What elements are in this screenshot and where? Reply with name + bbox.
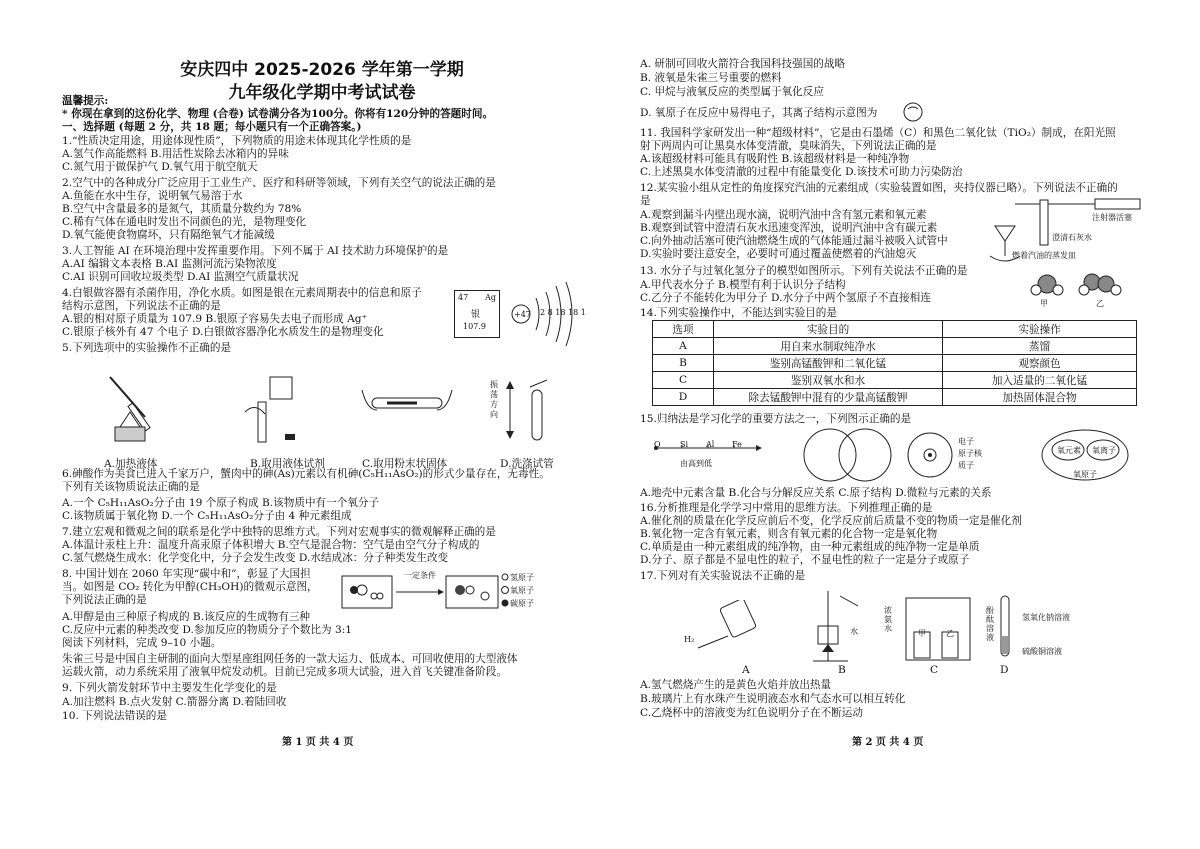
question-line: A.加注燃料 B.点火发射 C.箭器分离 D.着陆回收 (62, 696, 287, 708)
question-line: B.观察到试管中澄清石灰水迅速变浑浊，说明汽油中含有碳元素 (640, 222, 938, 234)
q17-label-phenolphthalein: 酚酞溶液 (986, 606, 994, 642)
question-line: A.银的相对原子质量为 107.9 B.银原子容易失去电子而形成 Ag⁺ (62, 313, 368, 325)
q8-legend-o: 氧原子 (510, 586, 534, 595)
question-line: A.催化剂的质量在化学反应前后不变，化学反应前后质量不变的物质一定是催化剂 (640, 515, 1022, 527)
question-line: C.乙烧杯中的溶液变为红色说明分子在不断运动 (640, 707, 863, 719)
question-line: B.空气中含量最多的是氮气，其质量分数约为 78% (62, 203, 302, 215)
question-line: C.单质是由一种元素组成的纯净物，由一种元素组成的纯净物一定是单质 (640, 541, 980, 553)
question-line: A. 研制可回收火箭符合我国科技强国的战略 (640, 58, 846, 70)
table-row (653, 355, 1137, 372)
question-line: 6.砷酸作为美食已进入千家万户，蟹肉中的砷(As)元素以有机砷(C₅H₁₁AsO₂)的形式少量存在，无毒性。 (62, 468, 550, 480)
q17-water-label: 水 (850, 627, 858, 636)
particle-label-ion: 氧离子 (1092, 446, 1116, 455)
table-row (653, 372, 1137, 389)
particle-label-element: 氧元素 (1057, 446, 1081, 455)
question-line: C.稀有气体在通电时发出不同颜色的光，是物理变化 (62, 216, 307, 228)
atom-label-nucleus: 原子核 (958, 449, 982, 458)
element-number: 47 (458, 293, 469, 302)
q8-legend-icons (500, 572, 510, 612)
question-line: C.乙分子不能转化为甲分子 D.水分子中两个氢原子不直接相连 (640, 292, 931, 304)
exam-title: 安庆四中 2025-2026 学年第一学期 (180, 60, 464, 80)
q5-caption-c: C.取用粉末状固体 (362, 458, 448, 470)
table-cell: 鉴别双氧水和水 (714, 372, 943, 389)
exam-subtitle: 九年级化学期中考试试卷 (228, 83, 416, 103)
heating-liquid-figure (100, 372, 160, 447)
table-header-cell: 实验操作 (943, 321, 1137, 338)
question-line: 13. 水分子与过氧化氢分子的模型如图所示。下列有关说法不正确的是 (640, 265, 968, 277)
question-line: C. 甲烷与液氧反应的类型属于氧化反应 (640, 86, 824, 98)
element-mass: 107.9 (463, 322, 486, 331)
atom-structure-diagram (905, 430, 955, 480)
molecule-models-figure (1022, 266, 1132, 306)
question-line: A.体温计汞柱上升：温度升高汞原子体积增大 B.空气是混合物：空气是由空气分子构成的 (62, 539, 480, 551)
reaction-relation-diagram (795, 428, 905, 483)
question-line: A.鱼能在水中生存，说明氧气易溶于水 (62, 190, 243, 202)
q12-label-syringe: 注射器活塞 (1092, 213, 1132, 222)
axis-element-fe: Fe (732, 440, 742, 449)
experiment-table (652, 320, 1137, 406)
question-line: D.实验时要注意安全，必要时可通过覆盖使燃着的汽油熄灭 (640, 248, 917, 260)
question-line: C.上述黑臭水体变清澈的过程中有能量变化 D.该技术可助力污染防治 (640, 166, 963, 178)
q17-label-ammonia: 浓氨水 (884, 606, 892, 633)
q5-caption-b: B.取用液体试剂 (250, 458, 325, 470)
q5-caption-d: D.洗涤试管 (500, 458, 554, 470)
question-line: 5.下列选项中的实验操作不正确的是 (62, 342, 232, 354)
question-line: A.一个 C₅H₁₁AsO₂分子由 19 个原子构成 B.该物质中有一个氧分子 (62, 497, 380, 509)
footer-page-2: 第 2 页 共 4 页 (852, 737, 924, 748)
question-line: C.该物质属于氧化物 D.一个 C₅H₁₁AsO₂分子由 4 种元素组成 (62, 510, 352, 522)
axis-element-si: Si (680, 440, 689, 449)
question-line: A.观察到漏斗内壁出现水滴，说明汽油中含有氢元素和氧元素 (640, 209, 927, 221)
question-line: A.该超级材料可能具有吸附性 B.该超级材料是一种纯净物 (640, 153, 910, 165)
question-line: 10. 下列说法错误的是 (62, 710, 167, 722)
pouring-liquid-figure (240, 372, 310, 447)
table-header-cell: 实验目的 (714, 321, 943, 338)
question-line: A.氢气燃烧产生的是黄色火焰并放出热量 (640, 679, 832, 691)
question-line: 射下两周内可让黑臭水体变清澈，臭味消失，下列说法正确的是 (640, 140, 937, 152)
reaction-tube-figure (995, 592, 1015, 662)
q17-h2-label: H₂ (684, 635, 695, 644)
question-line: B.氧化物一定含有氧元素，则含有氧元素的化合物一定是氧化物 (640, 528, 938, 540)
particle-label-atom: 氧原子 (1073, 470, 1097, 479)
question-line: C.氮气用于做保护气 D.氧气用于航空航天 (62, 161, 258, 173)
axis-element-o: O (654, 440, 661, 449)
question-line: 温馨提示: (62, 95, 109, 107)
question-line: 15.归纳法是学习化学的重要方法之一，下列图示正确的是 (640, 413, 912, 425)
question-line: 3.人工智能 AI 在环境治理中发挥重要作用。下列不属于 AI 技术助力环境保护的是 (62, 245, 449, 257)
question-line: C.银原子核外有 47 个电子 D.白银做容器净化水质发生的是物理变化 (62, 326, 384, 338)
table-cell: A (653, 338, 714, 355)
question-line: 11. 我国科学家研发出一种“超级材料”，它是由石墨烯（C）和黑色二氧化钛（TiO₂）制成，在阳光照 (640, 127, 1116, 139)
question-line: C.AI 识别可回收垃圾类型 D.AI 监测空气质量状况 (62, 271, 299, 283)
question-line: C.向外抽动活塞可使汽油燃烧生成的气体能通过漏斗被吸入试管中 (640, 235, 948, 247)
hydrogen-burning-figure (680, 600, 760, 660)
q12-label-limewater: 澄清石灰水 (1052, 233, 1092, 242)
question-line: 9. 下列火箭发射环节中主要发生化学变化的是 (62, 682, 277, 694)
q17-label-naoh: 氢氧化钠溶液 (1022, 613, 1070, 622)
question-line: D. 氧原子在反应中易得电子，其离子结构示意图为 (640, 107, 878, 119)
q12-label-dish: 燃着汽油的蒸发皿 (1012, 251, 1076, 260)
table-header-cell: 选项 (653, 321, 714, 338)
question-line: A.甲醇是由三种原子构成的 B.该反应的生成物有三种 (62, 611, 311, 623)
question-line: 下列有关该物质说法正确的是 (62, 481, 200, 493)
table-cell: C (653, 372, 714, 389)
question-line: 当。如图是 CO₂ 转化为甲醇(CH₃OH)的微观示意图， (62, 581, 318, 593)
element-card (454, 290, 500, 338)
table-cell: 观察颜色 (943, 355, 1137, 372)
atom-label-proton: 质子 (958, 461, 974, 470)
question-line: A.甲代表水分子 B.模型有利于认识分子结构 (640, 279, 846, 291)
question-line: 1.“性质决定用途，用途体现性质”，下列物质的用途未体现其化学性质的是 (62, 135, 412, 147)
q17-label-yi: 乙 (946, 629, 954, 638)
q17-label-jia: 甲 (918, 629, 926, 638)
q17-caption-a: A (742, 664, 750, 676)
question-line: * 你现在拿到的这份化学、物理 (合卷) 试卷满分各为100分。你将有120分钟的答题时间。 (62, 108, 494, 120)
question-line: 下列说法正确的是 (62, 594, 147, 606)
question-line: 是 (640, 195, 651, 207)
q17-caption-b: B (838, 664, 846, 676)
atom-shells: 2 8 18 18 1 (540, 308, 586, 317)
table-row (653, 389, 1137, 406)
question-line: D.氧气能使食物腐坏，只有隔绝氧气才能减缓 (62, 229, 275, 241)
oxygen-ion-diagram (902, 101, 924, 123)
powder-solid-figure (357, 380, 457, 430)
question-line: C.氢气燃烧生成水：化学变化中，分子会发生改变 D.水结成冰：分子种类发生改变 (62, 552, 449, 564)
q13-label-yi: 乙 (1096, 299, 1104, 308)
table-cell: 蒸馏 (943, 338, 1137, 355)
q8-legend-c: 碳原子 (510, 599, 534, 608)
q8-legend-h: 氢原子 (510, 573, 534, 582)
question-line: 4.白银做容器有杀菌作用，净化水质。如图是银在元素周期表中的信息和原子 (62, 287, 422, 299)
question-line: 16.分析推理是化学学习中常用的思维方法。下列推理正确的是 (640, 502, 933, 514)
q5-caption-a: A.加热液体 (104, 458, 158, 470)
element-symbol: Ag (485, 293, 496, 302)
shake-direction-label: 振荡方向 (490, 380, 498, 419)
question-line: A.氢气作高能燃料 B.用活性炭除去冰箱内的异味 (62, 148, 289, 160)
element-name: 银 (471, 310, 481, 320)
question-line: 2.空气中的各种成分广泛应用于工业生产、医疗和科研等领域，下列有关空气的说法正确的是 (62, 177, 496, 189)
table-cell: 鉴别高锰酸钾和二氧化锰 (714, 355, 943, 372)
question-line: B.玻璃片上有水珠产生说明液态水和气态水可以相互转化 (640, 693, 906, 705)
table-cell: 用自来水制取纯净水 (714, 338, 943, 355)
question-line: 结构示意图，下列说法不正确的是 (62, 300, 221, 312)
question-line: 14.下列实验操作中，不能达到实验目的是 (640, 307, 837, 319)
axis-caption: 由高到低 (680, 459, 712, 468)
question-line: C.反应中元素的种类改变 D.参加反应的物质分子个数比为 3:1 (62, 624, 353, 636)
question-line: A.地壳中元素含量 B.化合与分解反应关系 C.原子结构 D.微粒与元素的关系 (640, 487, 992, 499)
atom-label-electron: 电子 (958, 437, 974, 446)
washing-tube-figure (502, 375, 562, 450)
table-cell: 除去锰酸钾中混有的少量高锰酸钾 (714, 389, 943, 406)
q17-label-cuso4: 硫酸铜溶液 (1022, 647, 1062, 656)
question-line: B. 液氧是朱雀三号重要的燃料 (640, 72, 782, 84)
table-header-row (653, 321, 1137, 338)
boiling-water-figure (808, 586, 878, 666)
ammonia-diffusion-figure (898, 594, 978, 664)
q17-caption-c: C (930, 664, 939, 676)
question-line: 朱雀三号是中国自主研制的面向大型星座组网任务的一款大运力、低成本、可回收使用的大型液体 (62, 653, 518, 665)
footer-page-1: 第 1 页 共 4 页 (282, 737, 354, 748)
table-cell: D (653, 389, 714, 406)
table-cell: 加热固体混合物 (943, 389, 1137, 406)
question-line: 17.下列对有关实验说法不正确的是 (640, 570, 806, 582)
question-line: 8. 中国计划在 2060 年实现“碳中和”，彰显了大国担 (62, 568, 311, 580)
question-line: 12.某实验小组从定性的角度探究汽油的元素组成（实验装置如图，夹持仪器已略）。下列说法不正确的 (640, 182, 1118, 194)
table-cell: B (653, 355, 714, 372)
question-line: 7.建立宏观和微观之间的联系是化学中独特的思维方式。下列对宏观事实的微观解释正确的是 (62, 526, 496, 538)
axis-element-al: Al (706, 440, 715, 449)
question-line: 运载火箭，动力系统采用了液氧甲烷发动机。目前已完成多项大试验，进入首飞关键准备阶段。 (62, 666, 507, 678)
table-row (653, 338, 1137, 355)
q8-condition: 一定条件 (404, 571, 436, 580)
q13-label-jia: 甲 (1040, 299, 1048, 308)
q17-caption-d: D (1000, 664, 1009, 676)
question-line: 阅读下列材料，完成 9–10 小题。 (62, 637, 222, 649)
question-line: A.AI 编辑文本表格 B.AI 监测河流污染物浓度 (62, 258, 277, 270)
question-line: 一、选择题 (每题 2 分，共 18 题；每小题只有一个正确答案。) (62, 121, 362, 133)
atom-nucleus: +47 (514, 310, 531, 319)
table-cell: 加入适量的二氧化锰 (943, 372, 1137, 389)
question-line: D.分子、原子都是不显电性的粒子，不显电性的粒子一定是分子或原子 (640, 554, 970, 566)
